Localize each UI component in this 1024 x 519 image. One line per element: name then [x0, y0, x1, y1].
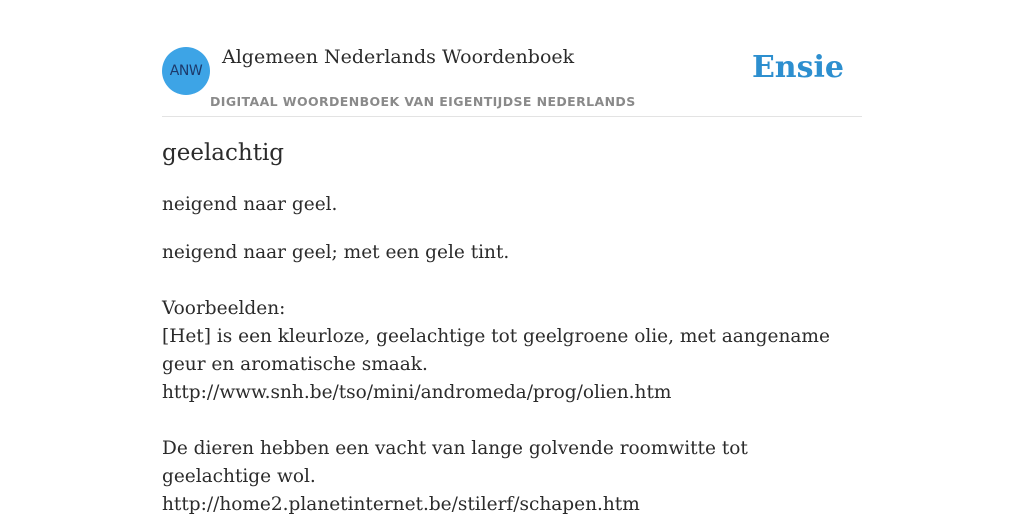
example-source-link[interactable]: http://home2.planetinternet.be/stilerf/schapen.htm [162, 494, 640, 515]
short-definition: neigend naar geel. [162, 194, 338, 215]
ensie-brand-link[interactable]: Ensie [751, 50, 844, 85]
examples-label: Voorbeelden: [162, 298, 286, 319]
example-source-link[interactable]: http://www.snh.be/tso/mini/andromeda/prog/olien.htm [162, 382, 672, 403]
site-title[interactable]: Algemeen Nederlands Woordenboek [222, 46, 575, 68]
entry-body [162, 239, 862, 519]
anw-logo[interactable] [162, 47, 210, 95]
example-text: [Het] is een kleurloze, geelachtige tot geelgroene olie, met aangename geur en aromatische smaak. [162, 326, 830, 375]
example-text: De dieren hebben een vacht van lange golvende roomwitte tot geelachtige wol. [162, 438, 748, 487]
site-header [162, 0, 862, 117]
anw-logo-text: ANW [169, 63, 203, 79]
full-definition: neigend naar geel; met een gele tint. [162, 242, 510, 263]
page [162, 0, 862, 515]
entry-headword: geelachtig [162, 140, 285, 166]
site-subtitle: DIGITAAL WOORDENBOEK VAN EIGENTIJDSE NEDERLANDS [210, 94, 636, 109]
